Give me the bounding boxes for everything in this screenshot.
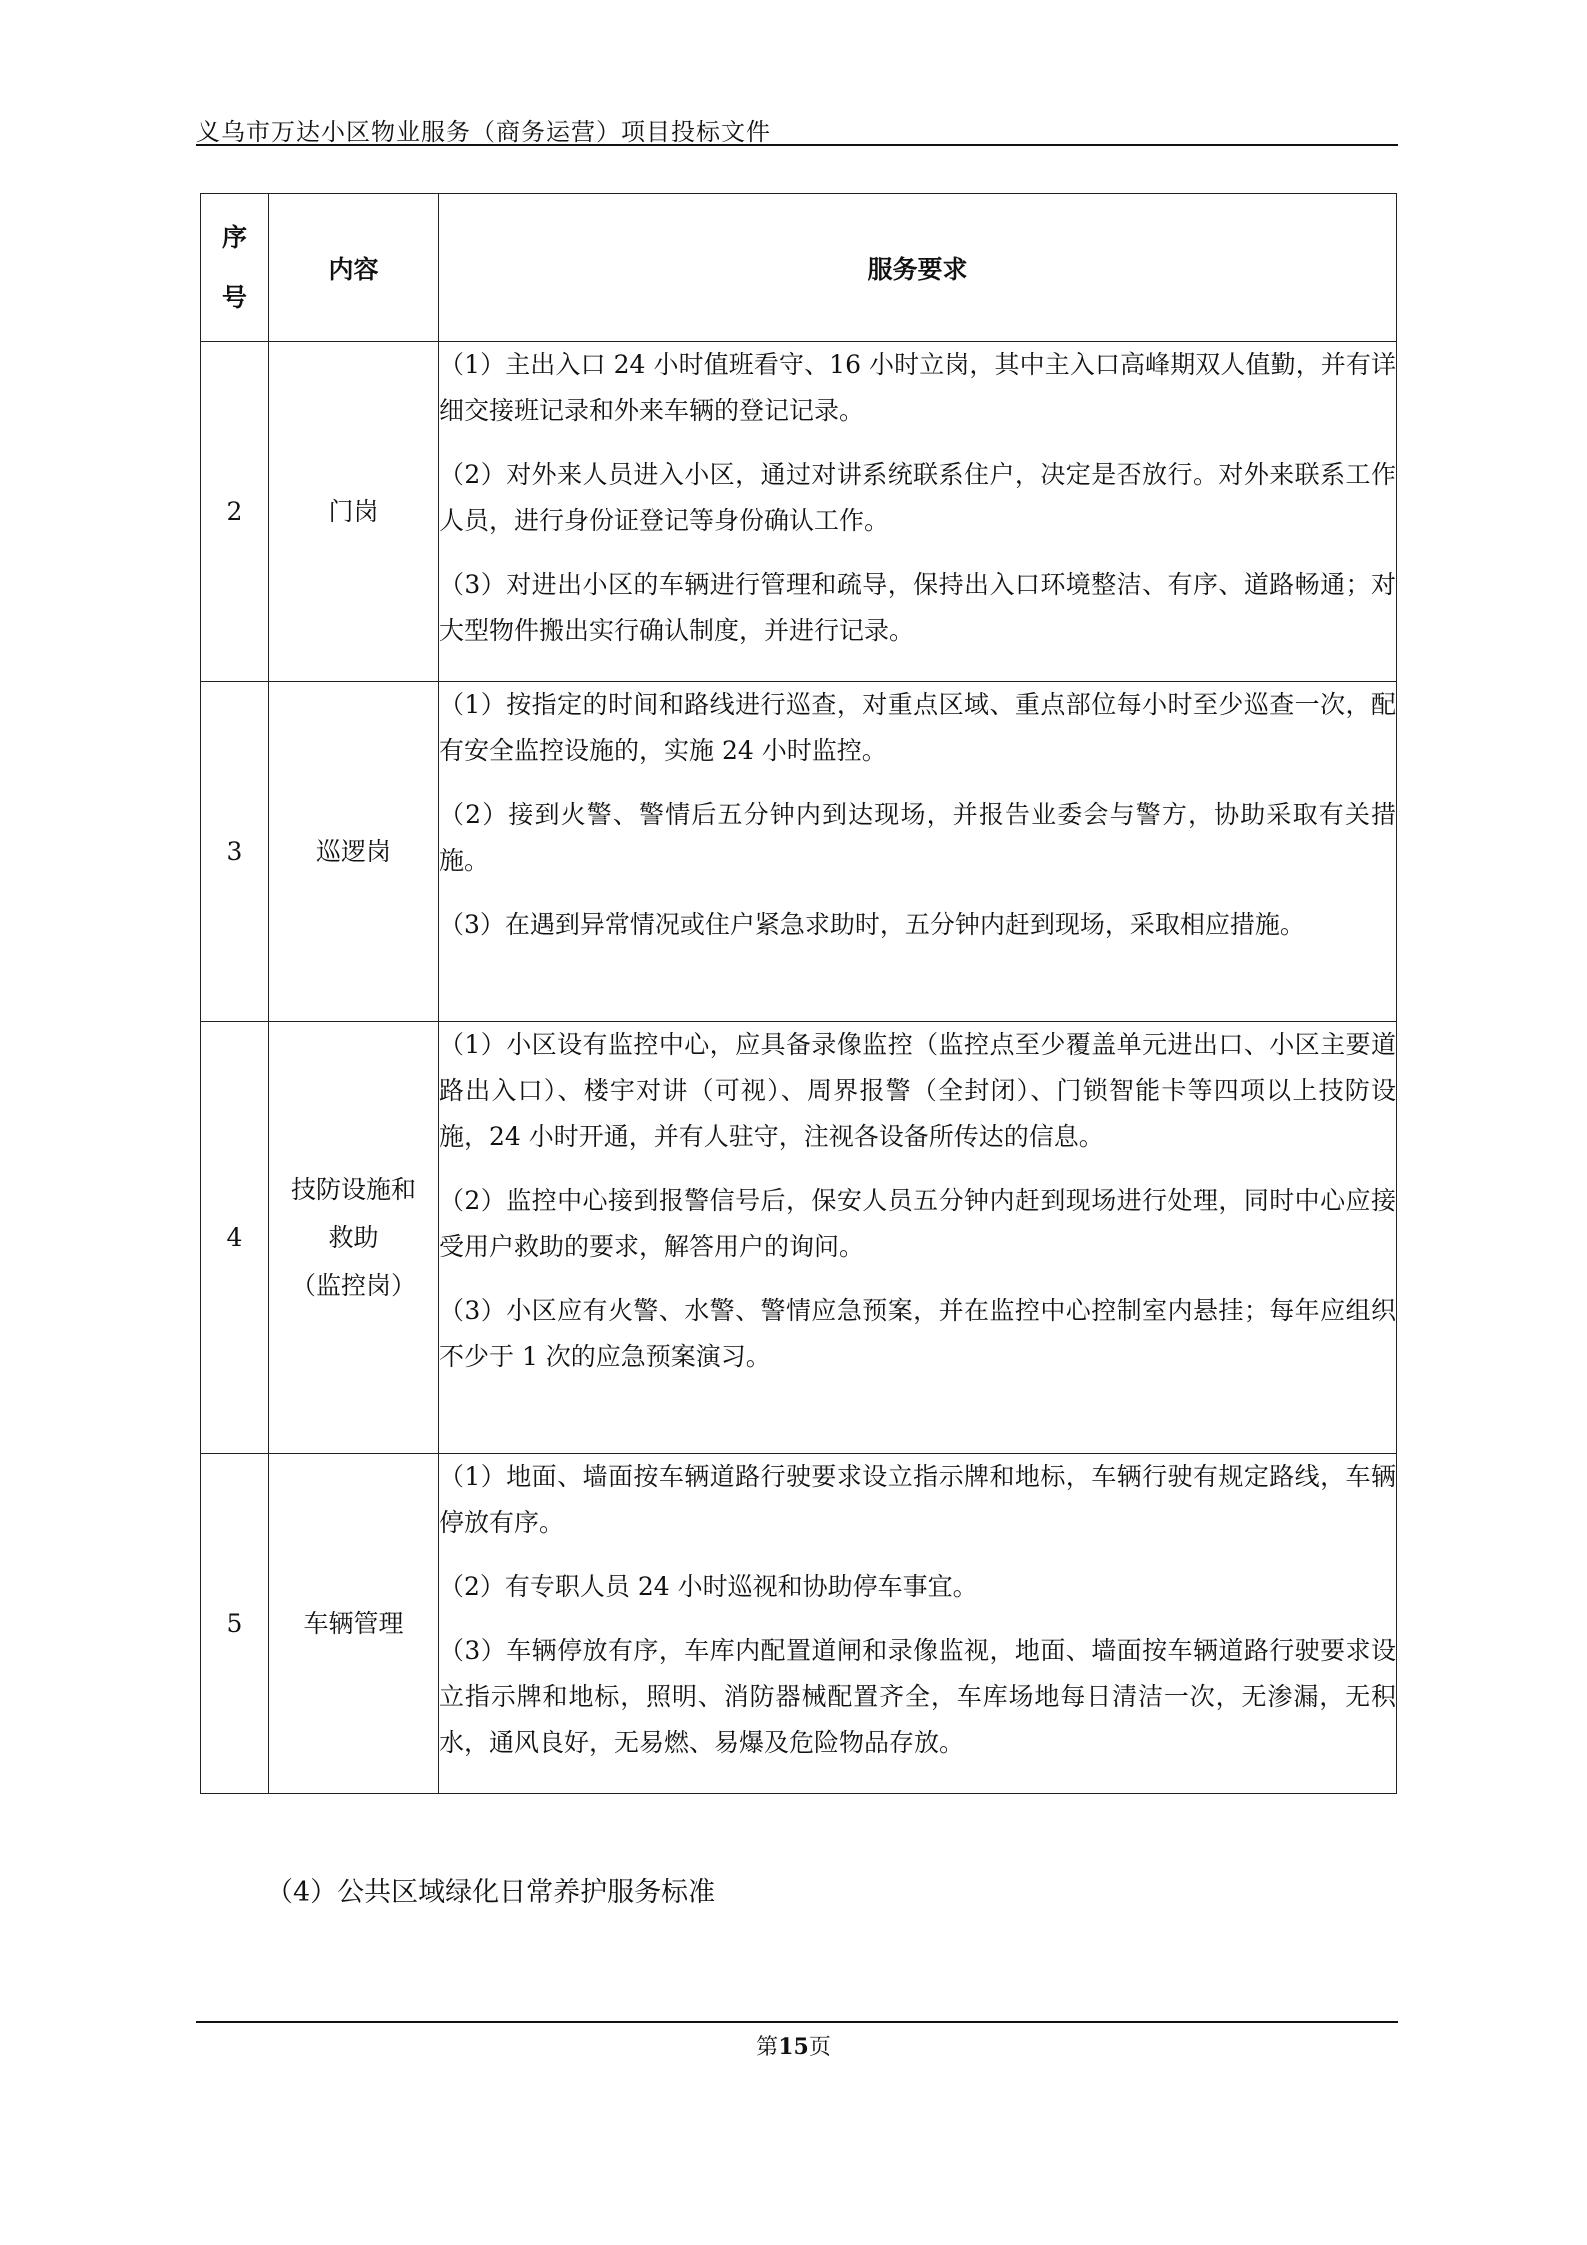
footer-prefix: 第 <box>756 2035 779 2060</box>
page-footer <box>0 2030 1587 2061</box>
header-serial-number-top: 序 <box>221 222 247 252</box>
requirement-item: （2）监控中心接到报警信号后，保安人员五分钟内赶到现场进行处理，同时中心应接受用户救助的要求，解答用户的询问。 <box>439 1186 1396 1261</box>
table-row <box>201 1022 1397 1454</box>
requirement-item: （1）按指定的时间和路线进行巡查，对重点区域、重点部位每小时至少巡查一次，配有安全监控设施的，实施 24 小时监控。 <box>439 690 1396 765</box>
row-category-line: 车辆管理 <box>303 1608 404 1638</box>
row-number: 5 <box>201 1454 269 1794</box>
row-category <box>269 682 439 1022</box>
service-requirements-table <box>200 193 1397 1794</box>
row-category-line: 巡逻岗 <box>315 836 391 866</box>
table-row <box>201 682 1397 1022</box>
footer-suffix: 页 <box>808 2035 831 2060</box>
requirement-item: （1）地面、墙面按车辆道路行驶要求设立指示牌和地标，车辆行驶有规定路线，车辆停放有序。 <box>439 1462 1396 1537</box>
requirement-item: （1）小区设有监控中心，应具备录像监控（监控点至少覆盖单元进出口、小区主要道路出入口）、楼宇对讲（可视）、周界报警（全封闭）、门锁智能卡等四项以上技防设施，24 小时开通，并有人驻守，注视各设备所传达的信息。 <box>439 1030 1396 1151</box>
table-row <box>201 1454 1397 1794</box>
row-requirements <box>439 682 1397 1022</box>
requirement-item: （3）车辆停放有序，车库内配置道闸和录像监视，地面、墙面按车辆道路行驶要求设立指示牌和地标，照明、消防器械配置齐全，车库场地每日清洁一次，无渗漏，无积水，通风良好，无易燃、易爆及危险物品存放。 <box>439 1636 1396 1757</box>
row-number: 3 <box>201 682 269 1022</box>
row-category-line: 救助 <box>328 1222 379 1252</box>
row-category-line: 技防设施和 <box>290 1174 416 1204</box>
requirement-item: （3）小区应有火警、水警、警情应急预案，并在监控中心控制室内悬挂；每年应组织不少于 1 次的应急预案演习。 <box>439 1296 1396 1371</box>
row-category-line: 门岗 <box>328 496 379 526</box>
row-category <box>269 1022 439 1454</box>
row-category <box>269 342 439 682</box>
row-requirements <box>439 342 1397 682</box>
row-requirements <box>439 1022 1397 1454</box>
requirement-item: （2）接到火警、警情后五分钟内到达现场，并报告业委会与警方，协助采取有关措施。 <box>439 800 1396 875</box>
header-service-requirement: 服务要求 <box>439 194 1397 342</box>
row-number: 4 <box>201 1022 269 1454</box>
header-divider <box>196 144 1398 146</box>
header-content: 内容 <box>269 194 439 342</box>
row-category <box>269 1454 439 1794</box>
requirement-item: （1）主出入口 24 小时值班看守、16 小时立岗，其中主入口高峰期双人值勤，并有详细交接班记录和外来车辆的登记记录。 <box>439 350 1396 425</box>
row-number: 2 <box>201 342 269 682</box>
header-serial-number-bottom: 号 <box>221 282 247 312</box>
page-number: 15 <box>778 2034 809 2060</box>
table-row <box>201 342 1397 682</box>
footer-divider <box>196 2021 1398 2023</box>
requirement-item: （3）对进出小区的车辆进行管理和疏导，保持出入口环境整洁、有序、道路畅通；对大型物件搬出实行确认制度，并进行记录。 <box>439 570 1396 645</box>
row-category-line: （监控岗） <box>290 1270 416 1300</box>
document-header-title: 义乌市万达小区物业服务（商务运营）项目投标文件 <box>196 118 771 146</box>
header-serial-number <box>201 194 269 342</box>
requirement-item: （3）在遇到异常情况或住户紧急求助时，五分钟内赶到现场，采取相应措施。 <box>439 910 1305 939</box>
row-requirements <box>439 1454 1397 1794</box>
table-header-row <box>201 194 1397 342</box>
requirement-item: （2）有专职人员 24 小时巡视和协助停车事宜。 <box>439 1572 978 1601</box>
section-heading: （4）公共区域绿化日常养护服务标准 <box>266 1877 716 1908</box>
requirement-item: （2）对外来人员进入小区，通过对讲系统联系住户，决定是否放行。对外来联系工作人员，进行身份证登记等身份确认工作。 <box>439 460 1396 535</box>
